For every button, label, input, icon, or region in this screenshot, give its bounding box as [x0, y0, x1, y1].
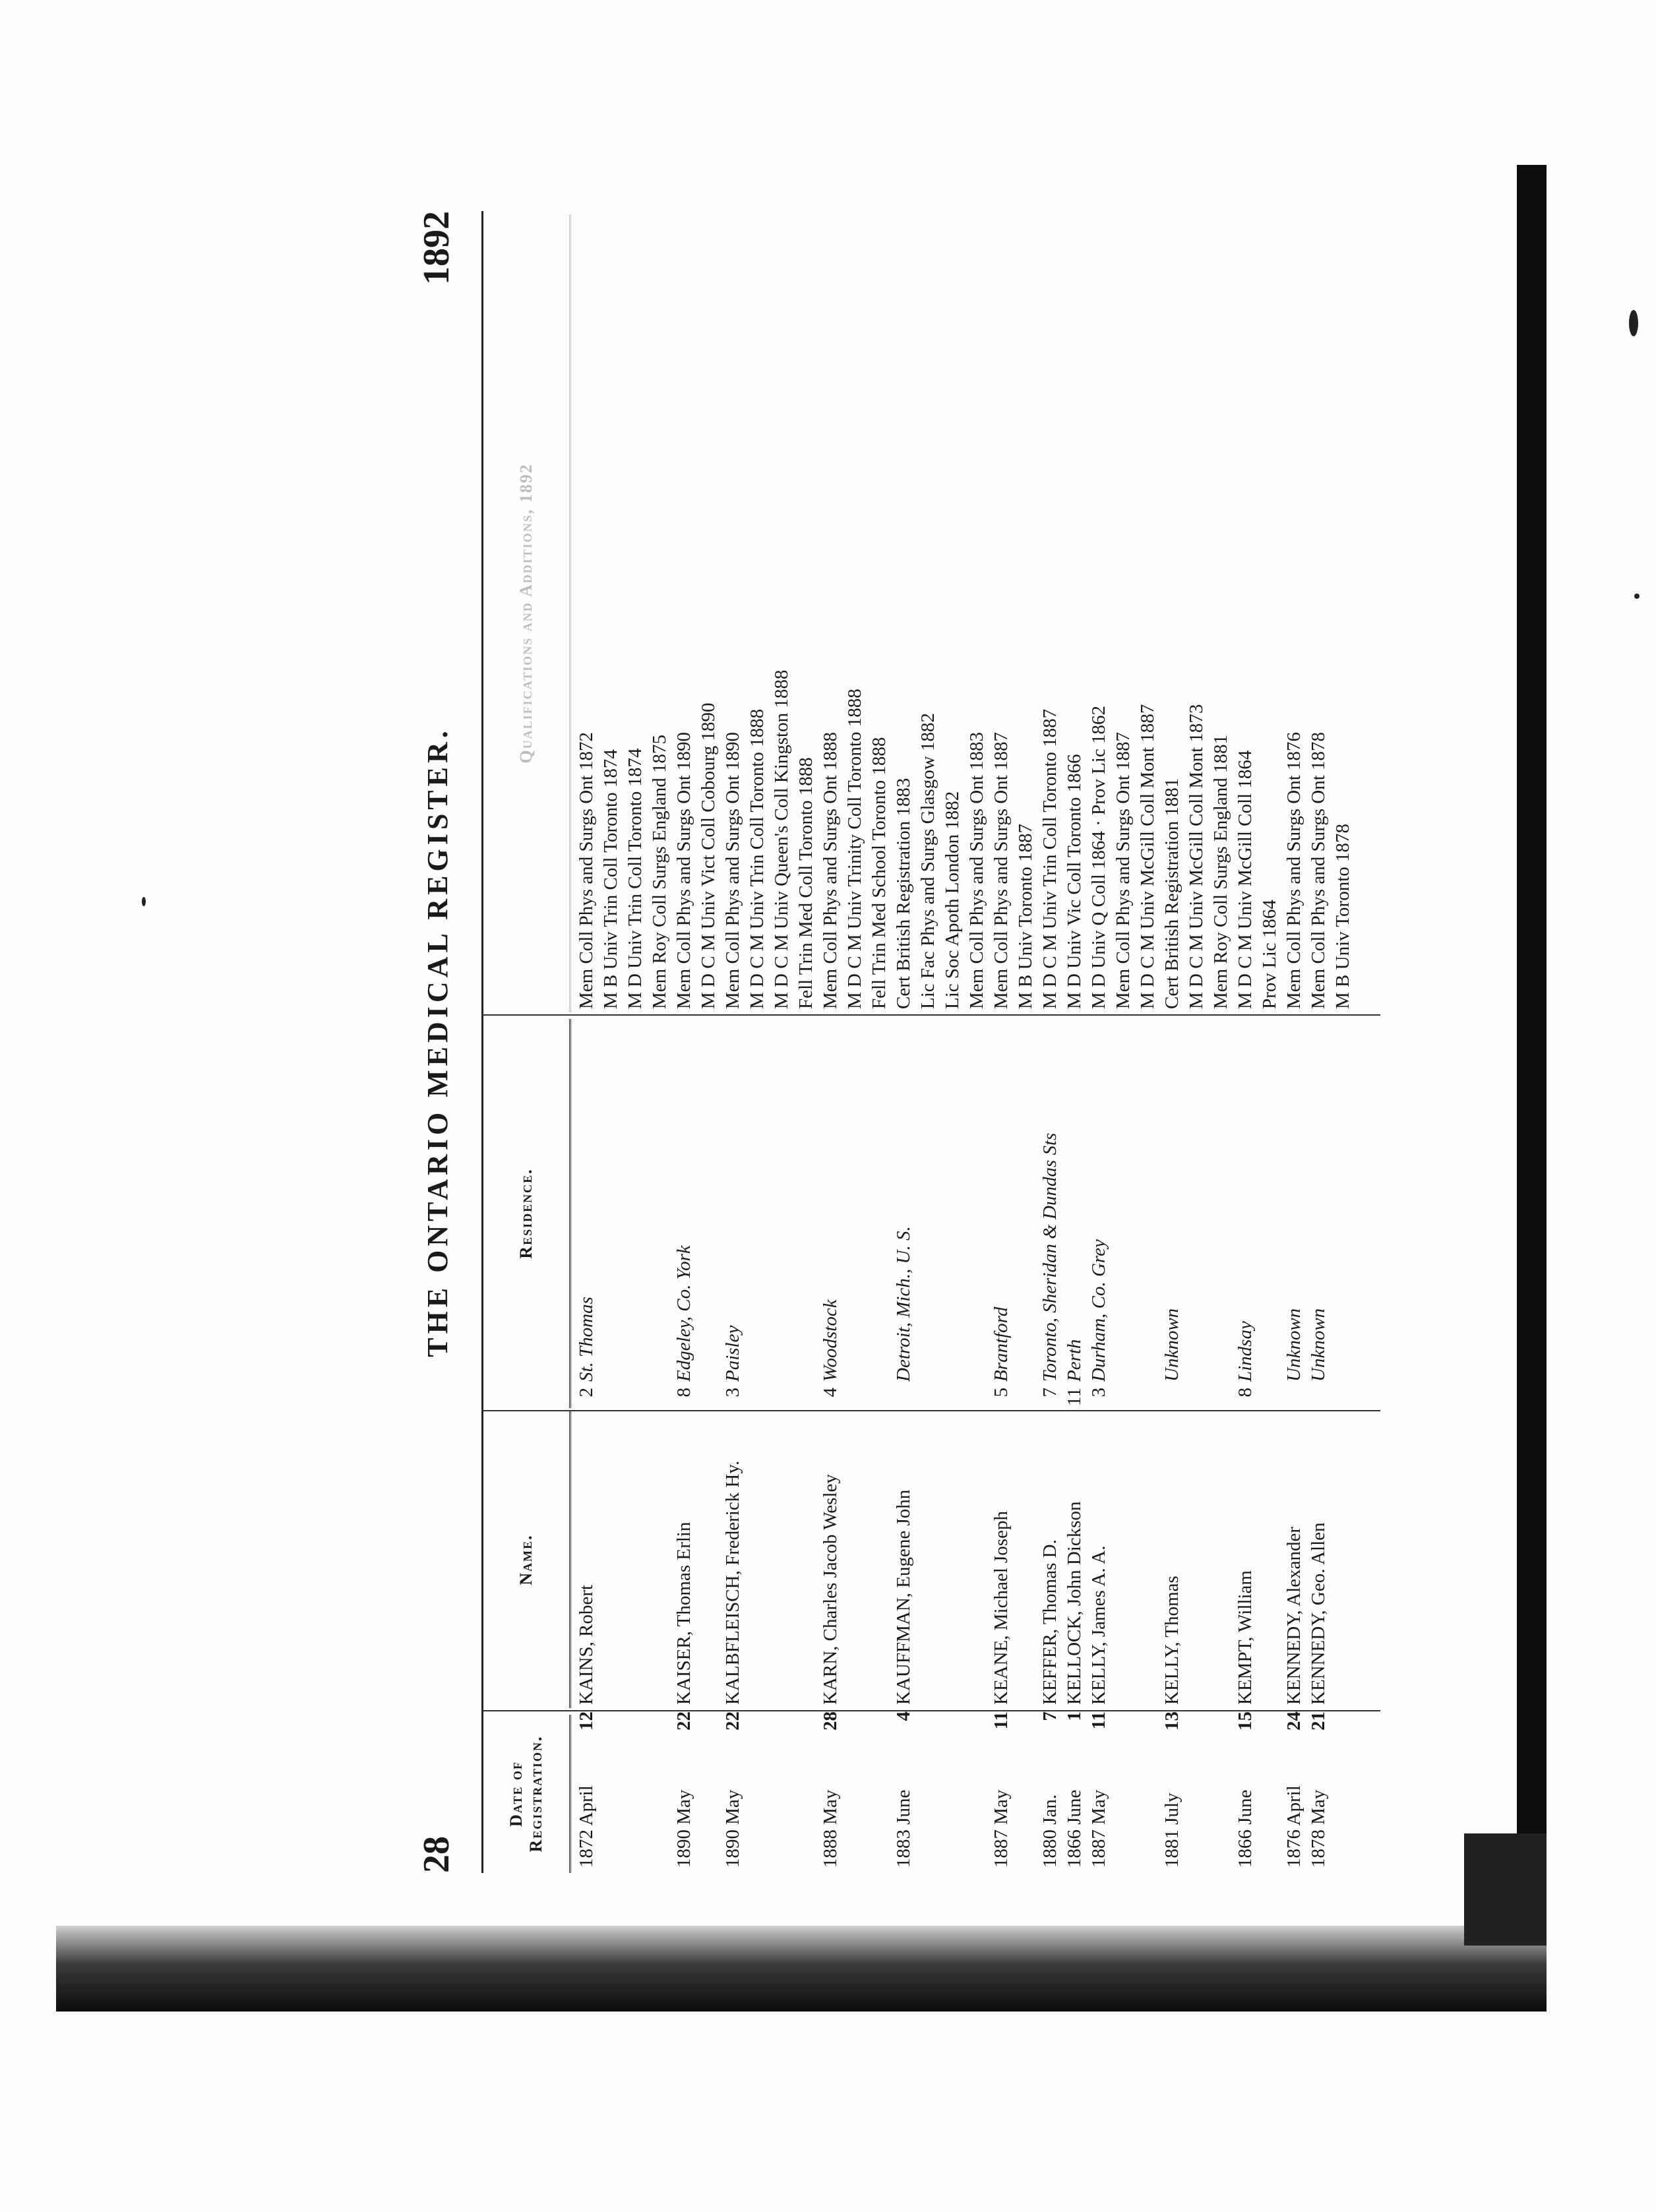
registration-date: 1890 May [722, 1789, 743, 1868]
registration-day: 21 [1308, 1711, 1329, 1731]
residence: Lindsay [1235, 1321, 1256, 1382]
page-edge-shadow [56, 1926, 1547, 2012]
residence: Durham, Co. Grey [1088, 1239, 1109, 1382]
register-row [1064, 211, 1085, 1873]
qualification: Mem Roy Coll Surgs England 1875 [649, 735, 670, 1009]
practitioner-name: KEFFER, Thomas D. [1039, 1539, 1060, 1705]
division-number: 3 [722, 1388, 743, 1398]
qualification: Mem Coll Phys and Surgs Ont 1883 [966, 731, 987, 1009]
scan-speck [142, 897, 146, 906]
division-number: 11 [1064, 1388, 1085, 1406]
registration-date: 1866 June [1064, 1789, 1085, 1868]
division-number: 4 [820, 1388, 841, 1398]
register-row [1210, 211, 1231, 1873]
registration-day: 15 [1235, 1711, 1256, 1731]
division-number: 5 [991, 1388, 1012, 1398]
residence: Unknown [1308, 1308, 1329, 1382]
qualification: M D Univ Vic Coll Toronto 1866 [1064, 754, 1085, 1009]
registration-date: 1880 Jan. [1039, 1794, 1060, 1868]
registration-day: 22 [722, 1711, 743, 1731]
register-table [481, 211, 1380, 1873]
practitioner-name: KELLY, Thomas [1161, 1576, 1182, 1705]
residence: Woodstock [820, 1299, 841, 1382]
register-row [1015, 211, 1036, 1873]
qualification: M B Univ Toronto 1878 [1332, 823, 1353, 1009]
qualification: M B Univ Toronto 1887 [1015, 823, 1036, 1009]
qualification: M D C M Univ Trinity Coll Toronto 1888 [844, 689, 865, 1009]
register-row [1308, 211, 1329, 1873]
practitioner-name: KAINS, Robert [576, 1584, 597, 1705]
register-row [771, 211, 792, 1873]
qualification: M D C M Univ McGill Coll 1864 [1235, 750, 1256, 1009]
practitioner-name: KAISER, Thomas Erlin [673, 1521, 694, 1705]
register-row [966, 211, 987, 1873]
division-number: 8 [673, 1388, 694, 1398]
register-row [600, 211, 621, 1873]
year-label: 1892 [416, 211, 457, 285]
qualification: M D C M Univ Trin Coll Toronto 1888 [747, 708, 768, 1009]
registration-day: 7 [1039, 1711, 1060, 1721]
division-number: 7 [1039, 1388, 1060, 1398]
register-row [673, 211, 694, 1873]
practitioner-name: KAUFFMAN, Eugene John [893, 1489, 914, 1705]
practitioner-name: KALBFLEISCH, Frederick Hy. [722, 1460, 743, 1705]
registration-date: 1887 May [991, 1789, 1012, 1868]
practitioner-name: KEANE, Michael Joseph [991, 1511, 1012, 1705]
qualification: Cert British Registration 1881 [1161, 778, 1182, 1009]
practitioner-name: KELLY, James A. A. [1088, 1545, 1109, 1705]
registration-day: 11 [991, 1711, 1012, 1730]
residence: Detroit, Mich., U. S. [893, 1226, 914, 1382]
registration-day: 22 [673, 1711, 694, 1731]
register-row [1259, 211, 1280, 1873]
registration-date: 1881 July [1161, 1793, 1182, 1868]
qualification: M D C M Univ McGill Coll Mont 1887 [1137, 704, 1158, 1009]
register-row [942, 211, 963, 1873]
registration-day: 24 [1283, 1711, 1304, 1731]
scan-speck [1629, 310, 1638, 336]
page-header [409, 211, 468, 1873]
register-row [991, 211, 1012, 1873]
residence: Unknown [1283, 1308, 1304, 1382]
registration-day: 13 [1161, 1711, 1182, 1731]
registration-date: 1888 May [820, 1789, 841, 1868]
register-row [917, 211, 938, 1873]
column-header-qualifications: Qualifications and Additions, 1892 [483, 214, 571, 1012]
registration-date: 1876 April [1283, 1785, 1304, 1868]
column-header-residence: Residence. [483, 1019, 571, 1408]
practitioner-name: KELLOCK, John Dickson [1064, 1501, 1085, 1705]
residence: St. Thomas [576, 1297, 597, 1382]
register-row [698, 211, 719, 1873]
qualification: Mem Roy Coll Surgs England 1881 [1210, 735, 1231, 1009]
qualification: M D Univ Q Coll 1864 · Prov Lic 1862 [1088, 706, 1109, 1009]
running-title: THE ONTARIO MEDICAL REGISTER. [421, 727, 454, 1357]
register-row [576, 211, 597, 1873]
registration-date: 1878 May [1308, 1789, 1329, 1868]
register-row [893, 211, 914, 1873]
registration-day: 11 [1088, 1711, 1109, 1730]
residence: Perth [1064, 1339, 1085, 1382]
register-row [1137, 211, 1158, 1873]
register-row [747, 211, 768, 1873]
qualification: Cert British Registration 1883 [893, 778, 914, 1009]
register-row [1088, 211, 1109, 1873]
residence: Paisley [722, 1325, 743, 1382]
registration-day: 4 [893, 1711, 914, 1721]
qualification: Mem Coll Phys and Surgs Ont 1872 [576, 731, 597, 1009]
register-row [722, 211, 743, 1873]
book-spine-shadow [1517, 165, 1547, 1985]
register-row [1113, 211, 1134, 1873]
qualification: Lic Fac Phys and Surgs Glasgow 1882 [917, 713, 938, 1009]
qualification: Mem Coll Phys and Surgs Ont 1876 [1283, 731, 1304, 1009]
qualification: Mem Coll Phys and Surgs Ont 1888 [820, 731, 841, 1009]
qualification: Prov Lic 1864 [1259, 900, 1280, 1009]
division-number: 2 [576, 1388, 597, 1398]
register-row [795, 211, 816, 1873]
register-row [1332, 211, 1353, 1873]
registration-day: 12 [576, 1711, 597, 1731]
qualification: Fell Trin Med Coll Toronto 1888 [795, 757, 816, 1009]
residence: Unknown [1161, 1308, 1182, 1382]
page-number: 28 [416, 1836, 457, 1873]
register-row [1039, 211, 1060, 1873]
qualification: Mem Coll Phys and Surgs Ont 1887 [991, 731, 1012, 1009]
practitioner-name: KEMPT, William [1235, 1570, 1256, 1705]
column-header-name: Name. [483, 1411, 571, 1708]
qualification: M D C M Univ Vict Coll Cobourg 1890 [698, 702, 719, 1009]
qualification: Fell Trin Med School Toronto 1888 [869, 737, 890, 1009]
register-row [869, 211, 890, 1873]
qualification: Mem Coll Phys and Surgs Ont 1887 [1113, 731, 1134, 1009]
corner-shadow [1464, 1833, 1547, 1946]
register-row [844, 211, 865, 1873]
registration-day: 28 [820, 1711, 841, 1731]
qualification: M B Univ Trin Coll Toronto 1874 [600, 749, 621, 1009]
register-row [625, 211, 646, 1873]
residence: Edgeley, Co. York [673, 1245, 694, 1382]
registration-day: 1 [1064, 1711, 1085, 1721]
division-number: 3 [1088, 1388, 1109, 1398]
qualification: Mem Coll Phys and Surgs Ont 1890 [673, 731, 694, 1009]
registration-date: 1890 May [673, 1789, 694, 1868]
qualification: M D Univ Trin Coll Toronto 1874 [625, 748, 646, 1009]
registration-date: 1887 May [1088, 1789, 1109, 1868]
qualification: Lic Soc Apoth London 1882 [942, 791, 963, 1009]
scan-speck [1634, 594, 1640, 599]
practitioner-name: KENNEDY, Geo. Allen [1308, 1522, 1329, 1705]
register-row [649, 211, 670, 1873]
qualification: Mem Coll Phys and Surgs Ont 1890 [722, 731, 743, 1009]
residence: Brantford [991, 1306, 1012, 1382]
register-row [1161, 211, 1182, 1873]
register-row [1235, 211, 1256, 1873]
qualification: M D C M Univ McGill Coll Mont 1873 [1186, 704, 1207, 1009]
registration-date: 1872 April [576, 1785, 597, 1868]
practitioner-name: KENNEDY, Alexander [1283, 1526, 1304, 1705]
qualification: M D C M Univ Queen's Coll Kingston 1888 [771, 669, 792, 1009]
register-row [1186, 211, 1207, 1873]
qualification: Mem Coll Phys and Surgs Ont 1878 [1308, 731, 1329, 1009]
qualification: M D C M Univ Trin Coll Toronto 1887 [1039, 708, 1060, 1009]
practitioner-name: KARN, Charles Jacob Wesley [820, 1474, 841, 1705]
registration-date: 1866 June [1235, 1789, 1256, 1868]
registration-date: 1883 June [893, 1789, 914, 1868]
register-row [1283, 211, 1304, 1873]
residence: Toronto, Sheridan & Dundas Sts [1039, 1132, 1060, 1382]
register-page [409, 211, 1385, 1873]
register-row [820, 211, 841, 1873]
column-header-date: Date of Registration. [483, 1715, 571, 1873]
division-number: 8 [1235, 1388, 1256, 1398]
